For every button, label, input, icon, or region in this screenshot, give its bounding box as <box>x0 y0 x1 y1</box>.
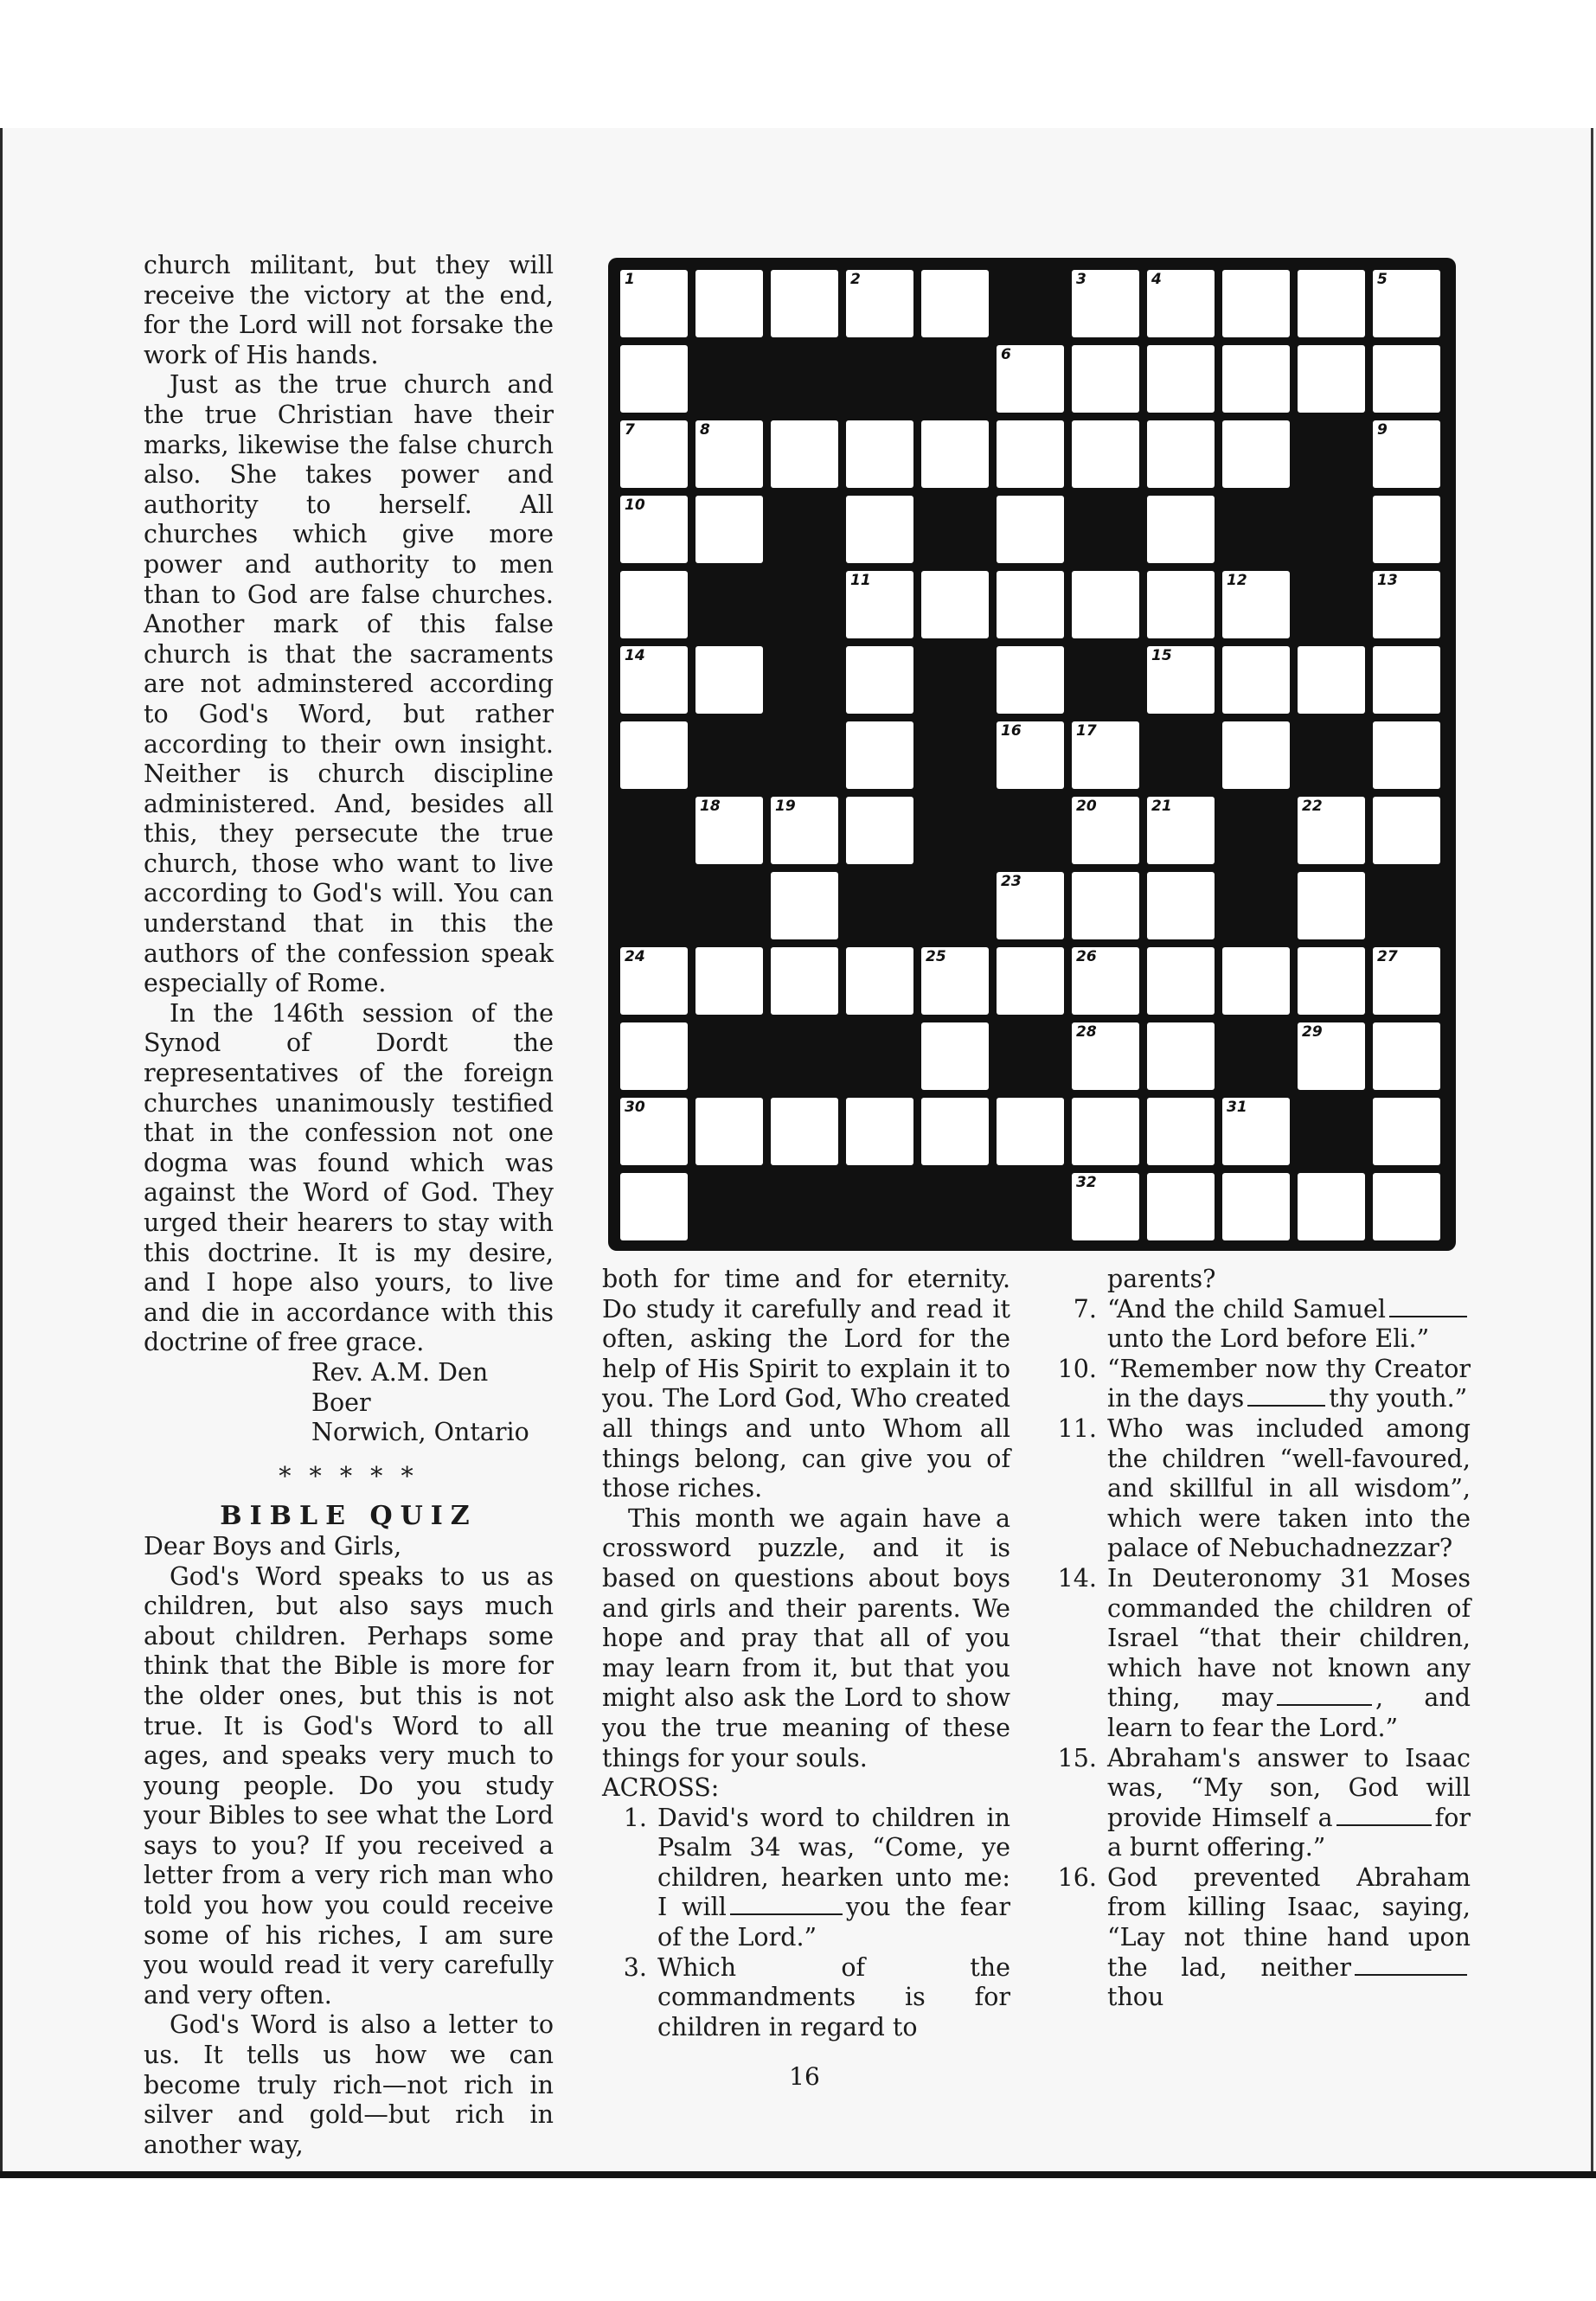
crossword-cell <box>695 646 763 714</box>
cell-number: 25 <box>926 948 946 965</box>
cell-number: 26 <box>1076 948 1097 965</box>
clue-10 <box>1052 1355 1471 1414</box>
crossword-cell <box>1298 797 1365 864</box>
crossword-cell <box>1072 1022 1139 1090</box>
crossword-cell <box>1298 1022 1365 1090</box>
crossword-cell <box>921 571 989 638</box>
clue-number: 11. <box>1057 1413 1097 1443</box>
crossword-cell <box>1298 270 1365 337</box>
crossword-cell <box>1373 721 1440 789</box>
clue-text: Which of the commandments is for children in regard to <box>657 1952 1010 2041</box>
answer-blank <box>1247 1404 1325 1407</box>
clue-text: In Deuteronomy 31 Moses commanded the children of Israel “that their children, which have not known any thing, may <box>1107 1563 1471 1713</box>
article-paragraph: church militant, but they will receive the victory at the end, for the Lord will not forsake the work of His hands. <box>144 251 554 369</box>
crossword-cell <box>695 420 763 488</box>
crossword-cell <box>846 646 913 714</box>
crossword-cell <box>620 1022 688 1090</box>
clue-14 <box>1052 1564 1471 1744</box>
cell-number: 11 <box>850 572 871 589</box>
cell-number: 16 <box>1001 722 1022 740</box>
clue-number: 10. <box>1057 1354 1097 1383</box>
crossword-cell <box>620 420 688 488</box>
crossword-cell <box>695 496 763 563</box>
crossword-cell <box>620 496 688 563</box>
clue-number: 1. <box>623 1803 647 1832</box>
clue-text: you the fear of the Lord.” <box>657 1893 1010 1952</box>
scan-top-margin <box>0 0 1596 128</box>
cell-number: 24 <box>625 948 645 965</box>
cell-number: 6 <box>1001 346 1011 363</box>
column-right <box>1052 1265 1471 2013</box>
crossword-cell <box>1147 1173 1215 1240</box>
cell-number: 22 <box>1302 798 1323 815</box>
crossword-cell <box>771 270 838 337</box>
clue-number: 14. <box>1057 1563 1097 1593</box>
crossword-cell <box>1373 270 1440 337</box>
crossword-cell <box>1072 345 1139 413</box>
crossword-cell <box>1072 1098 1139 1165</box>
clue-number: 3. <box>623 1952 647 1982</box>
crossword-cell <box>1147 1098 1215 1165</box>
crossword-cell <box>620 721 688 789</box>
crossword-cell <box>1298 345 1365 413</box>
cell-number: 9 <box>1377 421 1388 439</box>
crossword-cell <box>695 1098 763 1165</box>
crossword-cell <box>846 721 913 789</box>
quiz-paragraph: God's Word speaks to us as children, but also says much about children. Perhaps some think that the Bible is more for the older ones, but this is not true. It is God's Word to all ages, and speaks very much to young people. Do you study your Bibles to see what the Lord says to you? If you received a letter from a very rich man who told you how you could receive some of his riches, I am sure you would read it very carefully and very often. <box>144 1561 554 2009</box>
crossword-cell <box>1072 947 1139 1015</box>
crossword-cell <box>620 1098 688 1165</box>
crossword-cell <box>846 270 913 337</box>
crossword-cell <box>1222 345 1290 413</box>
cell-number: 32 <box>1076 1174 1097 1191</box>
cell-number: 13 <box>1377 572 1398 589</box>
crossword-cell <box>1072 571 1139 638</box>
cell-number: 8 <box>700 421 710 439</box>
crossword-cell <box>921 1022 989 1090</box>
crossword-cell <box>1373 1022 1440 1090</box>
crossword-cell <box>1373 420 1440 488</box>
quiz-paragraph: This month we again have a crossword puzzle, and it is based on questions about boys and girls and their parents. We hope and pray that all of you may learn from it, but that you might also ask the Lord to show you the true meaning of these things for your souls. <box>602 1503 1010 1772</box>
clue-11 <box>1052 1414 1471 1564</box>
cell-number: 18 <box>700 798 721 815</box>
crossword-cell <box>846 797 913 864</box>
crossword-grid <box>608 258 1456 1251</box>
page-number: 16 <box>789 2062 820 2091</box>
crossword-cell <box>1298 947 1365 1015</box>
crossword-cell <box>997 420 1064 488</box>
crossword-cell <box>1072 270 1139 337</box>
crossword-cell <box>921 420 989 488</box>
clue-1 <box>602 1804 1010 1953</box>
cell-number: 5 <box>1377 271 1388 288</box>
crossword-cell <box>1222 947 1290 1015</box>
crossword-cell <box>846 496 913 563</box>
crossword-cell <box>620 571 688 638</box>
clue-16 <box>1052 1863 1471 2013</box>
cell-number: 20 <box>1076 798 1097 815</box>
clue-text: thou <box>1107 1983 1164 2012</box>
cell-number: 14 <box>625 647 645 664</box>
clue-text: Who was included among the children “well-favoured, and skillful in all wisdom”, which were taken into the palace of Nebuchadnezzar? <box>1107 1413 1471 1563</box>
crossword-cell <box>997 1098 1064 1165</box>
cell-number: 15 <box>1151 647 1172 664</box>
column-left <box>144 251 554 2160</box>
crossword-cell <box>1222 571 1290 638</box>
crossword-cell <box>1373 1173 1440 1240</box>
crossword-cell <box>771 797 838 864</box>
cell-number: 3 <box>1076 271 1086 288</box>
crossword-cell <box>1222 1098 1290 1165</box>
clue-7 <box>1052 1295 1471 1355</box>
page-bottom-rule <box>0 2171 1596 2178</box>
author-name: Rev. A.M. Den Boer <box>311 1357 489 1417</box>
clue-text: , and learn to fear the Lord.” <box>1107 1683 1471 1742</box>
crossword-cell <box>620 1173 688 1240</box>
page-edge-right <box>1591 128 1593 2171</box>
crossword-cell <box>695 947 763 1015</box>
crossword-cell <box>1373 345 1440 413</box>
crossword-cell <box>1298 646 1365 714</box>
scan-bottom-margin <box>0 2178 1596 2301</box>
clue-text: Abraham's answer to Isaac was, “My son, God will provide Himself a <box>1107 1743 1471 1832</box>
crossword-cell <box>620 345 688 413</box>
crossword-cell <box>1222 646 1290 714</box>
clue-text: thy youth.” <box>1329 1384 1468 1413</box>
crossword-cell <box>997 721 1064 789</box>
clue-number: 15. <box>1057 1743 1097 1772</box>
crossword-cell <box>1298 1173 1365 1240</box>
quiz-paragraph: God's Word is also a letter to us. It tells us how we can become truly rich—not rich in silver and gold—but rich in another way, <box>144 2010 554 2159</box>
crossword-cell <box>1373 947 1440 1015</box>
quiz-paragraph: both for time and for eternity. Do study it carefully and read it often, asking the Lord for the help of His Spirit to explain it to you. The Lord God, Who created all things and unto Whom all things belong, can give you of those riches. <box>602 1265 1010 1503</box>
crossword-cell <box>1222 270 1290 337</box>
crossword-cell <box>1147 571 1215 638</box>
crossword-cell <box>921 947 989 1015</box>
crossword-cell <box>620 646 688 714</box>
crossword-cell <box>1373 646 1440 714</box>
crossword-cell <box>1222 1173 1290 1240</box>
crossword-cell <box>771 947 838 1015</box>
cell-number: 27 <box>1377 948 1398 965</box>
cell-number: 29 <box>1302 1023 1323 1041</box>
clue-text: unto the Lord before Eli.” <box>1107 1324 1430 1354</box>
crossword-cell <box>1147 797 1215 864</box>
clue-text: David's word to children in Psalm 34 was, “Come, ye children, hearken unto me: I will <box>657 1803 1010 1922</box>
answer-blank <box>1336 1823 1432 1826</box>
across-heading: ACROSS: <box>602 1773 720 1803</box>
column-middle <box>602 1265 1010 2042</box>
answer-blank <box>1389 1315 1467 1317</box>
clue-3 <box>602 1953 1010 2043</box>
crossword-cell <box>846 420 913 488</box>
crossword-cell <box>1147 270 1215 337</box>
crossword-cell <box>771 872 838 939</box>
clue-number: 7. <box>1073 1294 1097 1324</box>
cell-number: 7 <box>625 421 635 439</box>
section-divider: * * * * * <box>279 1461 419 1490</box>
cell-number: 31 <box>1227 1099 1247 1116</box>
answer-blank <box>1355 1973 1467 1976</box>
crossword-cell <box>921 1098 989 1165</box>
crossword-cell <box>1222 721 1290 789</box>
crossword-cell <box>1222 420 1290 488</box>
cell-number: 19 <box>775 798 796 815</box>
crossword-cell <box>997 496 1064 563</box>
cell-number: 21 <box>1151 798 1172 815</box>
quiz-title: BIBLE QUIZ <box>220 1501 478 1532</box>
clue-text: “And the child Samuel <box>1107 1294 1386 1324</box>
clue-text: for a burnt offering.” <box>1107 1803 1471 1862</box>
article-paragraph: Just as the true church and the true Christian have their marks, likewise the false church also. She takes power and authority to herself. All churches which give more power and authority to men than to God are false churches. Another mark of this false church is that the sacraments are not adminstered according to God's Word, but rather according to their own insight. Neither is church discipline administered. And, besides all this, they persecute the true church, those who want to live according to God's will. You can understand that in this the authors of the confession speak especially of Rome. <box>144 370 554 998</box>
cell-number: 17 <box>1076 722 1097 740</box>
crossword-cell <box>620 270 688 337</box>
crossword-cell <box>1373 571 1440 638</box>
crossword-cell <box>997 947 1064 1015</box>
crossword-cell <box>1072 1173 1139 1240</box>
clue-text: God prevented Abraham from killing Isaac, saying, “Lay not thine hand upon the lad, neither <box>1107 1862 1471 1982</box>
author-place: Norwich, Ontario <box>311 1418 529 1447</box>
crossword-cell <box>997 872 1064 939</box>
crossword-cell <box>1072 420 1139 488</box>
crossword-cell <box>921 270 989 337</box>
cell-number: 4 <box>1151 271 1162 288</box>
cell-number: 10 <box>625 497 645 514</box>
cell-number: 23 <box>1001 873 1022 890</box>
crossword-cell <box>771 420 838 488</box>
crossword-cell <box>695 797 763 864</box>
cell-number: 12 <box>1227 572 1247 589</box>
crossword-cell <box>846 571 913 638</box>
clue-text: “Remember now thy Creator in the days <box>1107 1354 1471 1413</box>
crossword-cell <box>1072 797 1139 864</box>
answer-blank <box>1277 1703 1372 1706</box>
crossword-cell <box>1373 1098 1440 1165</box>
page-edge-left <box>0 128 3 2171</box>
crossword-cell <box>1147 872 1215 939</box>
clue-number: 16. <box>1057 1862 1097 1892</box>
crossword-cell <box>1147 420 1215 488</box>
salutation: Dear Boys and Girls, <box>144 1531 402 1561</box>
crossword-cell <box>1373 496 1440 563</box>
crossword-cell <box>1072 872 1139 939</box>
cell-number: 2 <box>850 271 861 288</box>
crossword-cell <box>1147 947 1215 1015</box>
crossword-cell <box>1373 797 1440 864</box>
crossword-cell <box>1298 872 1365 939</box>
crossword-cell <box>1147 345 1215 413</box>
cell-number: 30 <box>625 1099 645 1116</box>
clue-continuation: parents? <box>1107 1265 1216 1293</box>
crossword-cell <box>1147 646 1215 714</box>
cell-number: 1 <box>625 271 635 288</box>
crossword-cell <box>620 947 688 1015</box>
crossword-cell <box>997 345 1064 413</box>
crossword-cell <box>695 270 763 337</box>
answer-blank <box>730 1913 843 1915</box>
article-paragraph: In the 146th session of the Synod of Dordt the representatives of the foreign churches unanimously testified that in the confession not one dogma was found which was against the Word of God. They urged their hearers to stay with this doctrine. It is my desire, and I hope also yours, to live and die in accordance with this doctrine of free grace. <box>144 998 554 1357</box>
crossword-cell <box>1147 496 1215 563</box>
cell-number: 28 <box>1076 1023 1097 1041</box>
clue-15 <box>1052 1744 1471 1863</box>
crossword-cell <box>1072 721 1139 789</box>
crossword-cell <box>997 646 1064 714</box>
crossword-cell <box>997 571 1064 638</box>
crossword-cell <box>846 1098 913 1165</box>
crossword-cell <box>771 1098 838 1165</box>
crossword-cell <box>846 947 913 1015</box>
crossword-cell <box>1147 1022 1215 1090</box>
